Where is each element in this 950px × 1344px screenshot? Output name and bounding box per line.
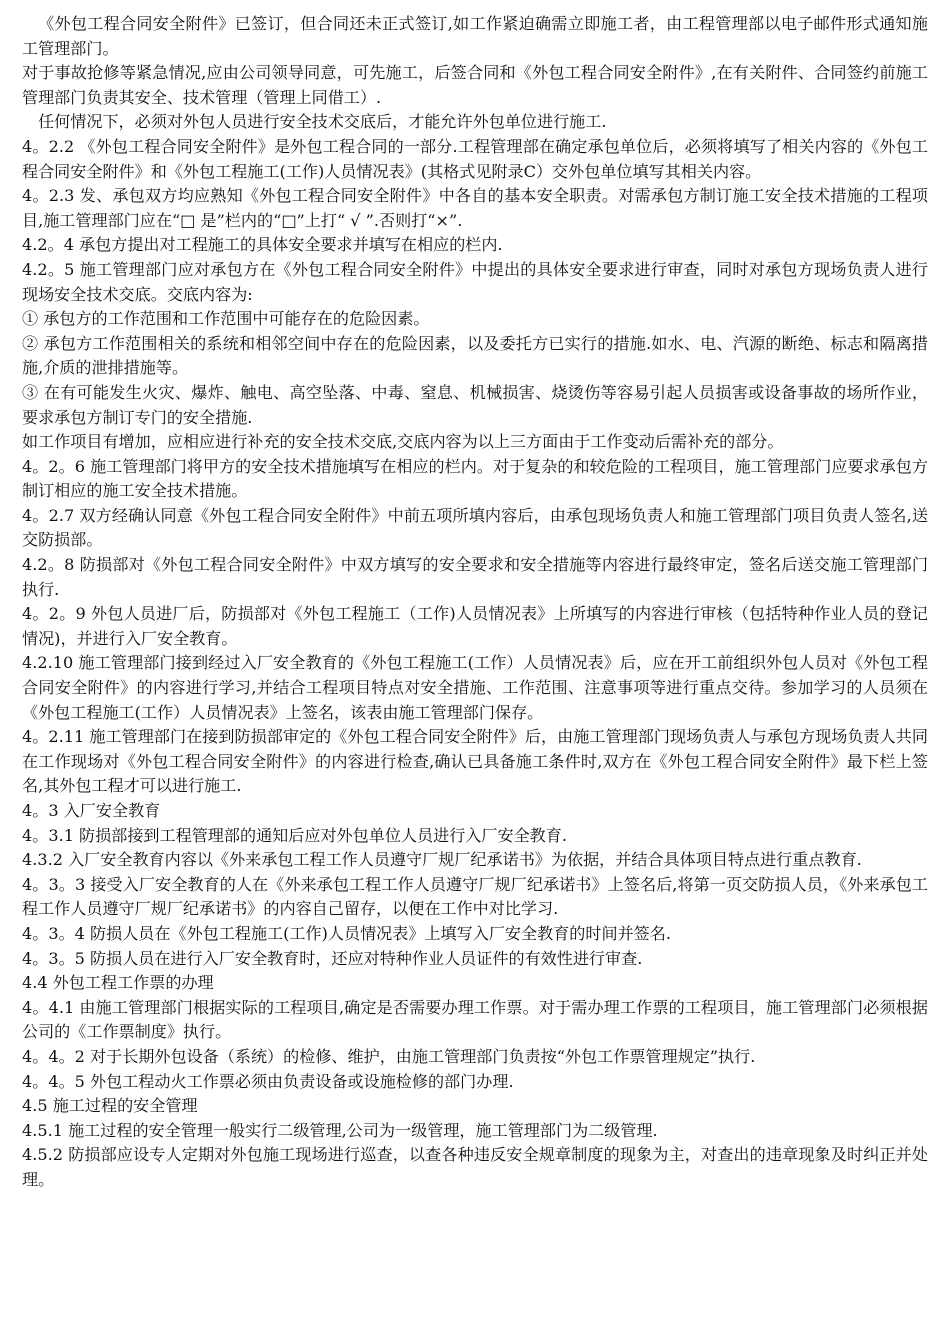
paragraph-4-4-2: 4。4。2 对于长期外包设备（系统）的检修、维护，由施工管理部门负责按“外包工作票管理规定”执行.	[22, 1046, 756, 1066]
paragraph-4-2-11: 4。2.11 施工管理部门在接到防损部审定的《外包工程合同安全附件》后，由施工管理部门现场负责人与承包方现场负责人共同在工作现场对《外包工程合同安全附件》的内容进行检查,确认已具备施工条件时,双方在《外包工程合同安全附件》最下栏上签名,其外包工程才可以进行施工.	[22, 727, 928, 796]
paragraph-contract-signed: 《外包工程合同安全附件》已签订，但合同还未正式签订,如工作紧迫确需立即施工者，由工程管理部以电子邮件形式通知施工管理部门。	[22, 14, 928, 58]
paragraph-4-3-4: 4。3。4 防损人员在《外包工程施工(工作)人员情况表》上填写入厂安全教育的时间并签名.	[22, 923, 671, 943]
paragraph-4-3-3: 4。3。3 接受入厂安全教育的人在《外来承包工程工作人员遵守厂规厂纪承诺书》上签名后,将第一页交防损人员，《外来承包工程工作人员遵守厂规厂纪承诺书》的内容自己留存，以便在工作中对比学习.	[22, 874, 928, 919]
paragraph-4-3-2: 4.3.2 入厂安全教育内容以《外来承包工程工作人员遵守厂规厂纪承诺书》为依据，并结合具体项目特点进行重点教育.	[22, 850, 862, 870]
list-item-briefing-2: ② 承包方工作范围相关的系统和相邻空间中存在的危险因素，以及委托方已实行的措施.如水、电、汽源的断绝、标志和隔离措施,介质的泄排措施等。	[22, 333, 928, 378]
paragraph-safety-briefing-required: 任何情况下，必须对外包人员进行安全技术交底后，才能允许外包单位进行施工.	[38, 112, 607, 132]
paragraph-4-2-10: 4.2.10 施工管理部门接到经过入厂安全教育的《外包工程施工(工作）人员情况表》后，应在开工前组织外包人员对《外包工程合同安全附件》的内容进行学习,并结合工程项目特点对安全措施、工作范围、注意事项等进行重点交待。参加学习的人员须在《外包工程施工(工作）人员情况表》上签名，该表由施工管理部门保存。	[22, 653, 928, 722]
paragraph-4-2-6: 4。2。6 施工管理部门将甲方的安全技术措施填写在相应的栏内。对于复杂的和较危险的工程项目，施工管理部门应要求承包方制订相应的施工安全技术措施。	[22, 456, 928, 501]
list-item-briefing-1: ① 承包方的工作范围和工作范围中可能存在的危险因素。	[22, 309, 430, 329]
paragraph-4-4-5: 4。4。5 外包工程动火工作票必须由负责设备或设施检修的部门办理.	[22, 1071, 514, 1091]
list-item-briefing-3: ③ 在有可能发生火灾、爆炸、触电、高空坠落、中毒、窒息、机械损害、烧烫伤等容易引起人员损害或设备事故的场所作业，要求承包方制订专门的安全措施.	[22, 382, 928, 427]
paragraph-emergency-repair: 对于事故抢修等紧急情况,应由公司领导同意，可先施工，后签合同和《外包工程合同安全附件》,在有关附件、合同签约前施工管理部门负责其安全、技术管理（管理上同借工）.	[22, 63, 928, 107]
paragraph-4-3-5: 4。3。5 防损人员在进行入厂安全教育时，还应对特种作业人员证件的有效性进行审查.	[22, 948, 643, 968]
paragraph-supplementary-briefing: 如工作项目有增加，应相应进行补充的安全技术交底,交底内容为以上三方面由于工作变动后需补充的部分。	[22, 432, 784, 452]
paragraph-4-2-5: 4.2。5 施工管理部门应对承包方在《外包工程合同安全附件》中提出的具体安全要求进行审查，同时对承包方现场负责人进行现场安全技术交底。交底内容为:	[22, 259, 928, 304]
paragraph-4-5-1: 4.5.1 施工过程的安全管理一般实行二级管理,公司为一级管理，施工管理部门为二级管理.	[22, 1120, 658, 1140]
paragraph-4-2-2: 4。2.2 《外包工程合同安全附件》是外包工程合同的一部分.工程管理部在确定承包单位后，必须将填写了相关内容的《外包工程合同安全附件》和《外包工程施工(工作)人员情况表》(其格式见附录C）交外包单位填写其相关内容。	[22, 136, 928, 181]
paragraph-4-2-9: 4。2。9 外包人员进厂后，防损部对《外包工程施工（工作)人员情况表》上所填写的内容进行审核（包括特种作业人员的登记情况)，并进行入厂安全教育。	[22, 604, 928, 648]
paragraph-4-2-8: 4.2。8 防损部对《外包工程合同安全附件》中双方填写的安全要求和安全措施等内容进行最终审定，签名后送交施工管理部门执行.	[22, 555, 928, 599]
section-heading-4-4: 4.4 外包工程工作票的办理	[22, 973, 214, 993]
paragraph-4-2-7: 4。2.7 双方经确认同意《外包工程合同安全附件》中前五项所填内容后，由承包现场负责人和施工管理部门项目负责人签名,送交防损部。	[22, 505, 928, 550]
section-heading-4-3: 4。3 入厂安全教育	[22, 801, 161, 820]
paragraph-4-2-3: 4。2.3 发、承包双方均应熟知《外包工程合同安全附件》中各自的基本安全职责。对需承包方制订施工安全技术措施的工程项目,施工管理部门应在“□ 是”栏内的“□”上打“ √ ”.否则打“×”.	[22, 186, 928, 230]
section-heading-4-5: 4.5 施工过程的安全管理	[22, 1096, 198, 1116]
paragraph-4-2-4: 4.2。4 承包方提出对工程施工的具体安全要求并填写在相应的栏内.	[22, 235, 503, 255]
paragraph-4-3-1: 4。3.1 防损部接到工程管理部的通知后应对外包单位人员进行入厂安全教育.	[22, 825, 567, 845]
paragraph-4-4-1: 4。4.1 由施工管理部门根据实际的工程项目,确定是否需要办理工作票。对于需办理工作票的工程项目，施工管理部门必须根据公司的《工作票制度》执行。	[22, 997, 928, 1042]
paragraph-4-5-2: 4.5.2 防损部应设专人定期对外包施工现场进行巡查，以查各种违反安全规章制度的现象为主，对查出的违章现象及时纠正并处理。	[22, 1145, 928, 1189]
